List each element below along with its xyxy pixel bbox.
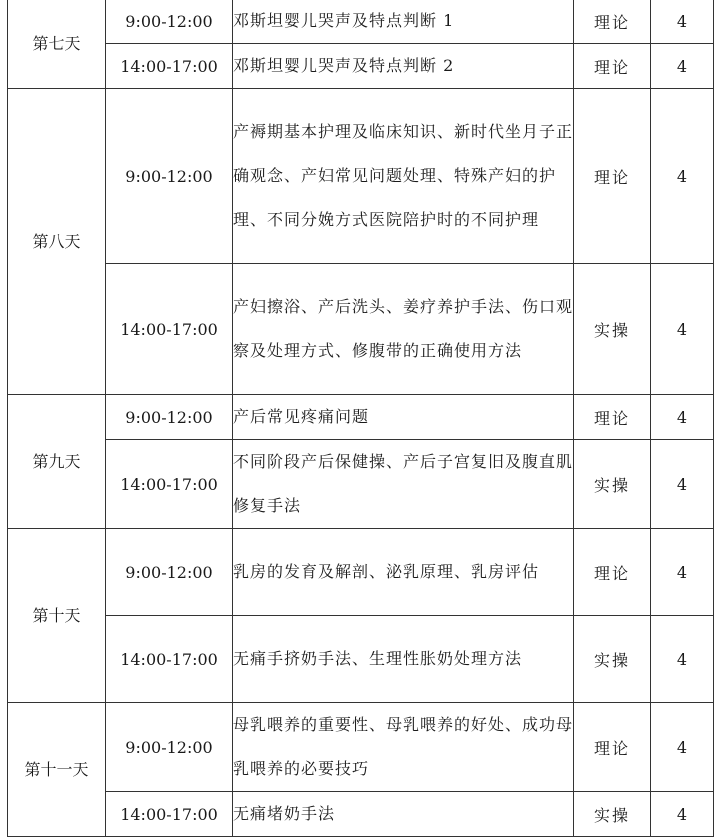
session-type: 理论 (574, 703, 651, 792)
session-time: 14:00-17:00 (106, 440, 233, 529)
session-content: 无痛手挤奶手法、生理性胀奶处理方法 (233, 616, 574, 703)
session-hours: 4 (651, 529, 714, 616)
session-type: 理论 (574, 44, 651, 89)
session-type: 实操 (574, 264, 651, 395)
day-label: 第八天 (8, 89, 106, 395)
session-time: 9:00-12:00 (106, 89, 233, 264)
session-hours: 4 (651, 616, 714, 703)
session-type: 实操 (574, 792, 651, 837)
session-hours: 4 (651, 395, 714, 440)
session-time: 9:00-12:00 (106, 0, 233, 44)
table-row (8, 792, 714, 837)
session-type: 理论 (574, 529, 651, 616)
session-hours: 4 (651, 792, 714, 837)
session-type: 实操 (574, 616, 651, 703)
day-label: 第七天 (8, 0, 106, 89)
session-time: 9:00-12:00 (106, 703, 233, 792)
session-hours: 4 (651, 44, 714, 89)
session-content: 无痛堵奶手法 (233, 792, 574, 837)
session-hours: 4 (651, 264, 714, 395)
session-hours: 4 (651, 0, 714, 44)
day-label: 第十一天 (8, 703, 106, 837)
table-row (8, 89, 714, 264)
table-row (8, 0, 714, 44)
session-time: 9:00-12:00 (106, 529, 233, 616)
table-row (8, 616, 714, 703)
session-time: 14:00-17:00 (106, 616, 233, 703)
session-content: 不同阶段产后保健操、产后子宫复旧及腹直肌修复手法 (233, 440, 574, 529)
session-content: 邓斯坦婴儿哭声及特点判断 2 (233, 44, 574, 89)
table-row (8, 440, 714, 529)
day-label: 第十天 (8, 529, 106, 703)
table-row (8, 395, 714, 440)
table-row (8, 264, 714, 395)
session-content: 乳房的发育及解剖、泌乳原理、乳房评估 (233, 529, 574, 616)
session-content: 产褥期基本护理及临床知识、新时代坐月子正确观念、产妇常见问题处理、特殊产妇的护理、不同分娩方式医院陪护时的不同护理 (233, 89, 574, 264)
session-content: 产妇擦浴、产后洗头、姜疗养护手法、伤口观察及处理方式、修腹带的正确使用方法 (233, 264, 574, 395)
session-time: 14:00-17:00 (106, 792, 233, 837)
day-label: 第九天 (8, 395, 106, 529)
session-content: 产后常见疼痛问题 (233, 395, 574, 440)
table-row (8, 703, 714, 792)
table-row (8, 44, 714, 89)
session-hours: 4 (651, 703, 714, 792)
session-type: 理论 (574, 395, 651, 440)
session-time: 9:00-12:00 (106, 395, 233, 440)
session-type: 理论 (574, 89, 651, 264)
session-time: 14:00-17:00 (106, 264, 233, 395)
session-hours: 4 (651, 440, 714, 529)
session-type: 实操 (574, 440, 651, 529)
table-row (8, 529, 714, 616)
session-content: 母乳喂养的重要性、母乳喂养的好处、成功母乳喂养的必要技巧 (233, 703, 574, 792)
training-schedule-table (7, 0, 714, 837)
session-content: 邓斯坦婴儿哭声及特点判断 1 (233, 0, 574, 44)
session-time: 14:00-17:00 (106, 44, 233, 89)
session-type: 理论 (574, 0, 651, 44)
session-hours: 4 (651, 89, 714, 264)
